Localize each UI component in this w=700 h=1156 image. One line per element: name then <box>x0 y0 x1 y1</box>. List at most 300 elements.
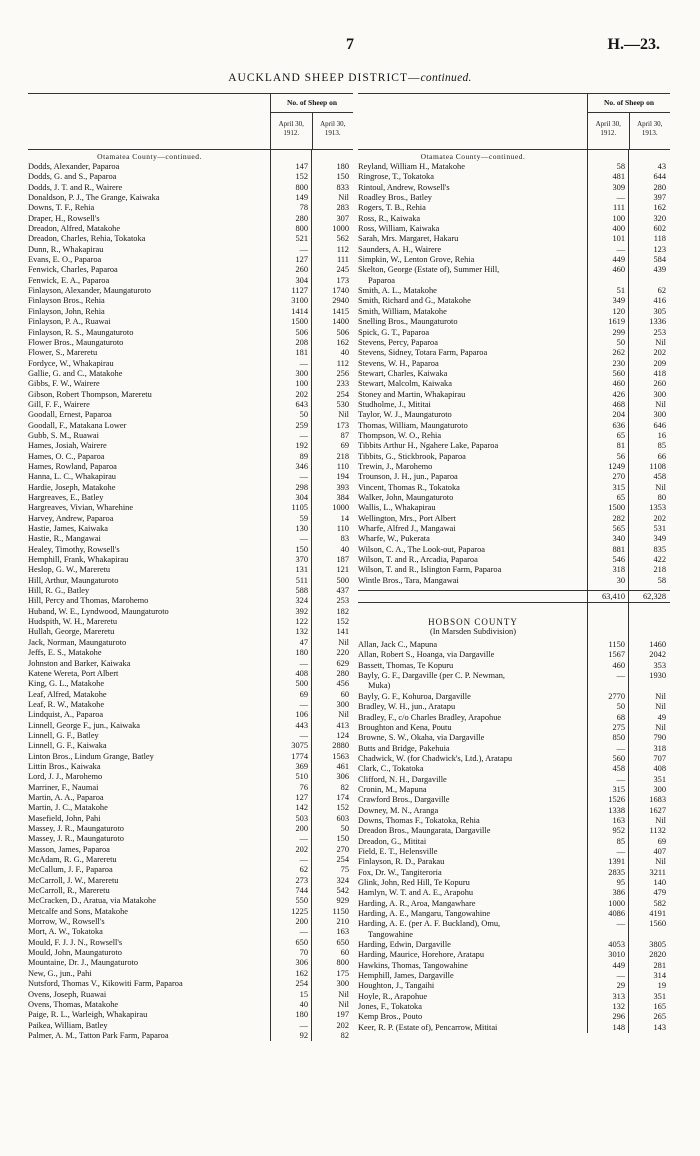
table-row <box>28 596 353 606</box>
sheep-1912: 1414 <box>291 306 308 316</box>
sheep-1912: 81 <box>616 441 625 451</box>
owner-name: Skelton, George (Estate of), Summer Hill, <box>358 265 500 275</box>
sheep-1912: 100 <box>295 379 308 389</box>
owner-name: Hawkins, Thomas, Tangowahine <box>358 960 468 970</box>
sheep-1913: 1353 <box>649 503 666 513</box>
sheep-1912: 111 <box>613 203 625 213</box>
sheep-1912: 259 <box>295 420 308 430</box>
sheep-1912: 254 <box>295 979 308 989</box>
sheep-1912: 1567 <box>608 650 625 660</box>
sheep-1913: Nil <box>338 989 349 999</box>
sheep-1913: 835 <box>653 544 666 554</box>
table-row <box>28 400 353 410</box>
owner-name: Kemp Bros., Pouto <box>358 1012 423 1022</box>
owner-name: Downs, Thomas F., Tokatoka, Rehia <box>358 815 480 825</box>
sheep-1912: 163 <box>612 815 625 825</box>
table-row <box>358 930 670 940</box>
owner-name: Allan, Robert S., Hoanga, via Dargaville <box>358 650 495 660</box>
owner-name: Houghton, J., Tangaihi <box>358 981 435 991</box>
table-row <box>358 555 670 565</box>
sheep-1913: 530 <box>336 399 349 409</box>
table-row <box>358 348 670 358</box>
sheep-1913: 40 <box>340 348 349 358</box>
sheep-1913: 506 <box>336 327 349 337</box>
section-heading: Otamatea County—continued. <box>97 152 202 161</box>
sheep-1912: 120 <box>612 306 625 316</box>
total-1912: 63,410 <box>601 592 625 602</box>
sheep-1912: — <box>299 699 308 709</box>
total-1913: 62,328 <box>642 592 666 602</box>
sheep-1912: 468 <box>612 399 625 409</box>
sheep-1912: 306 <box>295 958 308 968</box>
sheep-1913: 602 <box>653 224 666 234</box>
owner-name: Stevens, Percy, Paparoa <box>358 337 438 347</box>
table-row <box>358 545 670 555</box>
table-row <box>28 783 353 793</box>
sheep-1913: 707 <box>653 753 666 763</box>
sheep-1913: 562 <box>336 234 349 244</box>
sheep-1913: 69 <box>657 836 666 846</box>
table-row <box>358 961 670 971</box>
left-table-body <box>28 150 353 1041</box>
sheep-1913: 2880 <box>332 741 349 751</box>
owner-name: Littin Bros., Kaiwaka <box>28 761 101 771</box>
sheep-1912: 130 <box>295 524 308 534</box>
sheep-1912: 1150 <box>608 640 625 650</box>
owner-name: Stewart, Malcolm, Kaiwaka <box>358 379 452 389</box>
owner-name: Dodds, J. T. and R., Wairere <box>28 182 123 192</box>
sheep-1912: 1225 <box>291 906 308 916</box>
owner-name: Dodds, G. and S., Paparoa <box>28 172 117 182</box>
sheep-1912: 340 <box>612 534 625 544</box>
sheep-1913: 62 <box>657 286 666 296</box>
owner-name: Bayly, G. F., Dargaville (per C. P. Newman, <box>358 671 506 681</box>
owner-name: Wilson, C. A., The Look-out, Paparoa <box>358 544 485 554</box>
table-row <box>28 855 353 865</box>
sheep-1913: 324 <box>336 875 349 885</box>
owner-name: Hill, R. G., Batley <box>28 586 90 596</box>
owner-name: Finlayson, R. D., Parakau <box>358 857 445 867</box>
sheep-1913: Nil <box>655 337 666 347</box>
sheep-count-header: No. of Sheep on <box>588 94 670 113</box>
table-row <box>358 744 670 754</box>
table-row <box>28 162 353 172</box>
owner-name: Hemphill, Frank, Whakapirau <box>28 555 129 565</box>
sheep-1912: — <box>616 743 625 753</box>
sheep-1912: 560 <box>612 753 625 763</box>
owner-name: Masson, James, Paparoa <box>28 844 110 854</box>
table-row <box>358 681 670 691</box>
sheep-1913: 173 <box>336 420 349 430</box>
sheep-1912: 2770 <box>608 691 625 701</box>
table-row <box>28 927 353 937</box>
sheep-1912: 304 <box>295 275 308 285</box>
owner-name: Stevens, Sidney, Totara Farm, Paparoa <box>358 348 488 358</box>
owner-name: Gibson, Robert Thompson, Mareretu <box>28 389 152 399</box>
owner-name: Masefield, John, Pahi <box>28 813 101 823</box>
sheep-1913: 162 <box>653 203 666 213</box>
sheep-1912: 588 <box>295 586 308 596</box>
sheep-1912: 400 <box>612 224 625 234</box>
owner-name: McCallum, J. F., Paparoa <box>28 865 113 875</box>
sheep-1912: — <box>299 1020 308 1030</box>
owner-name: Spick, G. T., Paparoa <box>358 327 430 337</box>
table-row <box>358 837 670 847</box>
sheep-1913: 3805 <box>649 940 666 950</box>
sheep-1912: 162 <box>295 968 308 978</box>
sheep-1912: — <box>616 671 625 681</box>
owner-name: Ovens, Thomas, Matakohe <box>28 999 119 1009</box>
sheep-1913: 307 <box>336 213 349 223</box>
table-row <box>28 752 353 762</box>
table-row <box>358 534 670 544</box>
sheep-1913: 218 <box>653 565 666 575</box>
sheep-1913: 254 <box>336 855 349 865</box>
table-row <box>28 958 353 968</box>
sheep-1913: Nil <box>338 410 349 420</box>
sheep-1913: 58 <box>657 575 666 585</box>
owner-name: Jeffs, E. S., Matakohe <box>28 648 102 658</box>
table-row <box>358 650 670 660</box>
sheep-1913: 306 <box>336 772 349 782</box>
sheep-1912: — <box>299 534 308 544</box>
owner-name: Ovens, Joseph, Ruawai <box>28 989 107 999</box>
owner-name: Gubb, S. M., Ruawai <box>28 430 99 440</box>
sheep-1913: 283 <box>336 203 349 213</box>
table-row <box>28 669 353 679</box>
table-row <box>358 702 670 712</box>
sheep-1912: — <box>616 846 625 856</box>
table-row <box>28 969 353 979</box>
owner-name: Wallis, L., Whakapirau <box>358 503 436 513</box>
owner-name: Hames, O. C., Paparoa <box>28 451 105 461</box>
owner-name: Broughton and Kena, Poutu <box>358 722 452 732</box>
sheep-1913: 349 <box>653 534 666 544</box>
sheep-1913: Nil <box>655 857 666 867</box>
sheep-1913: 111 <box>337 255 349 265</box>
table-row <box>358 661 670 671</box>
sheep-1912: 148 <box>612 1022 625 1032</box>
sheep-1913: 644 <box>653 172 666 182</box>
table-row <box>28 834 353 844</box>
table-row <box>28 648 353 658</box>
owner-name: Wharfe, W., Pukerata <box>358 534 430 544</box>
sheep-1913: 141 <box>336 627 349 637</box>
sheep-1912: 309 <box>612 182 625 192</box>
owner-name: Wintle Bros., Tara, Mangawai <box>358 575 459 585</box>
owner-name: Rintoul, Andrew, Rowsell's <box>358 182 450 192</box>
sheep-1913: 280 <box>336 668 349 678</box>
owner-name: Paikea, William, Batley <box>28 1020 108 1030</box>
sheep-1913: 1930 <box>649 671 666 681</box>
owner-name: Massey, J. R., Maungaturoto <box>28 834 124 844</box>
owner-name: Fenwick, E. A., Paparoa <box>28 275 110 285</box>
sheep-1913: 320 <box>653 213 666 223</box>
table-row <box>28 1010 353 1020</box>
table-row <box>28 741 353 751</box>
sheep-1912: — <box>616 193 625 203</box>
owner-name: Leaf, Alfred, Matakohe <box>28 689 107 699</box>
owner-name: Flower, S., Mareretu <box>28 348 98 358</box>
table-row <box>358 909 670 919</box>
sheep-1912: 192 <box>295 441 308 451</box>
sheep-1912: — <box>299 472 308 482</box>
table-row <box>358 671 670 681</box>
owner-name: Hill, Percy and Thomas, Marohemo <box>28 596 149 606</box>
sheep-1912: 69 <box>299 689 308 699</box>
table-row <box>28 183 353 193</box>
sheep-1913: 1683 <box>649 795 666 805</box>
table-row <box>28 296 353 306</box>
sheep-1913: 300 <box>336 979 349 989</box>
table-row <box>358 524 670 534</box>
owner-name: Mould, F. J. J. N., Rowsell's <box>28 937 123 947</box>
hobson-county-heading: HOBSON COUNTY <box>428 617 518 628</box>
sheep-1912: 147 <box>295 162 308 171</box>
table-row <box>28 317 353 327</box>
table-row <box>358 940 670 950</box>
table-row <box>28 793 353 803</box>
sheep-1913: 3211 <box>649 867 666 877</box>
sheep-1912: 50 <box>616 702 625 712</box>
owner-name: Finlayson, John, Rehia <box>28 306 105 316</box>
owner-name: Ringrose, T., Tokatoka <box>358 172 434 182</box>
sheep-1913: 50 <box>340 824 349 833</box>
sheep-1913: 245 <box>336 265 349 275</box>
sheep-1912: 392 <box>295 606 308 616</box>
sheep-1913: 800 <box>336 958 349 968</box>
sheep-1912: 208 <box>295 337 308 347</box>
sheep-1912 <box>588 681 629 691</box>
sheep-1912: 85 <box>616 836 625 846</box>
owner-name: Hudspith, W. H., Mareretu <box>28 617 118 627</box>
sheep-1913: Nil <box>655 815 666 825</box>
sheep-1913: 163 <box>336 927 349 937</box>
sheep-1912: 952 <box>612 826 625 836</box>
table-row <box>28 907 353 917</box>
owner-name: Dreadon, Alfred, Matakohe <box>28 224 121 234</box>
table-row <box>358 183 670 193</box>
sheep-1912: — <box>299 730 308 740</box>
owner-name: Fox, Dr. W., Tangiteroria <box>358 867 442 877</box>
table-row <box>28 359 353 369</box>
sheep-1912: 3010 <box>608 950 625 960</box>
sheep-1912: 460 <box>612 265 625 275</box>
sheep-1913: 19 <box>657 981 666 991</box>
sheep-1913: 790 <box>653 733 666 743</box>
table-row <box>28 203 353 213</box>
sheep-1912: 50 <box>616 337 625 347</box>
sheep-1912: 1391 <box>608 857 625 867</box>
table-row <box>358 981 670 991</box>
owner-name: Butts and Bridge, Pakehuia <box>358 743 450 753</box>
table-row <box>28 659 353 669</box>
sheep-1913: 300 <box>653 784 666 794</box>
sheep-1913: 281 <box>653 960 666 970</box>
owner-name: Downey, M. N., Aranga <box>358 805 439 815</box>
sheep-1912: 202 <box>295 389 308 399</box>
sheep-1912: 315 <box>612 784 625 794</box>
owner-name: Hames, Josiah, Wairere <box>28 441 107 451</box>
table-row <box>358 565 670 575</box>
owner-name: Nutsford, Thomas V., Kikowiti Farm, Paparoa <box>28 979 183 989</box>
table-row <box>358 888 670 898</box>
sheep-1913: 629 <box>336 658 349 668</box>
sheep-1913: 2940 <box>332 296 349 306</box>
owner-name: Gill, F. F., Wairere <box>28 399 90 409</box>
sheep-1912: 260 <box>295 265 308 275</box>
sheep-1912: 78 <box>299 203 308 213</box>
owner-name: Jack, Norman, Maungaturoto <box>28 637 127 647</box>
table-row <box>358 899 670 909</box>
table-row <box>358 754 670 764</box>
sheep-1913: 150 <box>336 172 349 182</box>
sheep-1912: 230 <box>612 358 625 368</box>
sheep-1912: — <box>616 774 625 784</box>
right-table-body <box>358 150 670 1033</box>
sheep-1913: 85 <box>657 441 666 451</box>
table-row <box>358 950 670 960</box>
owner-name: McCarroll, R., Mareretu <box>28 886 110 896</box>
sheep-1913: 75 <box>340 865 349 875</box>
owner-name: Healey, Timothy, Rowsell's <box>28 544 120 554</box>
sheep-1913: 439 <box>653 265 666 275</box>
sheep-1913: 210 <box>336 917 349 927</box>
table-row <box>28 948 353 958</box>
owner-name: Hastie, R., Mangawai <box>28 534 101 544</box>
sheep-1912: 318 <box>612 565 625 575</box>
sheep-1913: 43 <box>657 162 666 171</box>
table-row <box>28 328 353 338</box>
sheep-1912: 62 <box>299 865 308 875</box>
owner-name: Dunn, R., Whakapirau <box>28 244 104 254</box>
table-row <box>358 245 670 255</box>
owner-name: Harding, A. E., Mangaru, Tangowahine <box>358 909 491 919</box>
table-row <box>358 286 670 296</box>
sheep-1912: 510 <box>295 772 308 782</box>
sheep-1913: 173 <box>336 275 349 285</box>
sheep-1912: 92 <box>299 1030 308 1040</box>
sheep-1912: 1500 <box>608 503 625 513</box>
table-row <box>358 410 670 420</box>
table-row <box>358 775 670 785</box>
owner-name: Martin, J. C., Matakohe <box>28 803 108 813</box>
page-title <box>0 72 700 84</box>
sheep-1912: 89 <box>299 451 308 461</box>
title-continued: continued. <box>420 72 472 84</box>
sheep-1912: — <box>299 358 308 368</box>
table-row <box>28 369 353 379</box>
owner-name: Palmer, A. M., Tatton Park Farm, Paparoa <box>28 1030 169 1040</box>
sheep-1912: 181 <box>295 348 308 358</box>
sheep-1913: 112 <box>336 244 349 254</box>
owner-name: New, G., jun., Pahi <box>28 968 92 978</box>
table-row <box>28 1031 353 1041</box>
sheep-1913: 218 <box>336 451 349 461</box>
table-row <box>358 276 670 286</box>
owner-name: Linton Bros., Lindum Grange, Batley <box>28 751 154 761</box>
owner-name: Lord, J. J., Marohemo <box>28 772 103 782</box>
table-row <box>28 421 353 431</box>
sheep-1912: 1619 <box>608 317 625 327</box>
sheep-1912: 506 <box>295 327 308 337</box>
table-row <box>358 576 670 586</box>
sheep-1912: 76 <box>299 782 308 792</box>
sheep-1913: 256 <box>336 368 349 378</box>
owner-name: Crawford Bros., Dargaville <box>358 795 450 805</box>
sheep-1913: 260 <box>653 379 666 389</box>
table-row <box>28 493 353 503</box>
table-row <box>358 868 670 878</box>
sheep-1912: 127 <box>295 255 308 265</box>
table-row <box>358 472 670 482</box>
owner-name: Leaf, R. W., Matakohe <box>28 699 105 709</box>
owner-name: Wellington, Mrs., Port Albert <box>358 513 456 523</box>
sheep-1912: 800 <box>295 224 308 234</box>
table-row <box>28 576 353 586</box>
page-header <box>0 36 700 56</box>
owner-name: Mountaine, Dr. J., Maungaturoto <box>28 958 139 968</box>
sheep-1913: 165 <box>653 1002 666 1012</box>
owner-name: Tangowahine <box>368 929 413 939</box>
table-row <box>28 524 353 534</box>
owner-name: Vincent, Thomas R., Tokatoka <box>358 482 460 492</box>
paper-reference: H.—23. <box>607 36 660 53</box>
sheep-1912: 449 <box>612 255 625 265</box>
sheep-1913: 351 <box>653 991 666 1001</box>
owner-name: Glink, John, Red Hill, Te Kopuru <box>358 878 470 887</box>
sheep-1913: 270 <box>336 844 349 854</box>
table-row <box>28 348 353 358</box>
sheep-1913: 121 <box>336 565 349 575</box>
sheep-1913: 124 <box>336 730 349 740</box>
table-row <box>358 514 670 524</box>
sheep-1912: 3100 <box>291 296 308 306</box>
table-row <box>28 245 353 255</box>
sheep-1913: 16 <box>657 430 666 440</box>
table-row <box>28 193 353 203</box>
owner-name: Hargreaves, Vivian, Wharehine <box>28 503 134 513</box>
sheep-1913: 110 <box>336 524 349 534</box>
sheep-1913: 1150 <box>332 906 349 916</box>
sheep-1912: 51 <box>616 286 625 296</box>
table-row <box>358 421 670 431</box>
owner-name: Reyland, William H., Matakohe <box>358 162 465 171</box>
sheep-1912: 270 <box>612 472 625 482</box>
total-label-spacer <box>358 591 588 602</box>
owner-name: Goodall, F., Matakana Lower <box>28 420 127 430</box>
sheep-1912: — <box>616 971 625 981</box>
table-row <box>28 545 353 555</box>
table-row <box>358 919 670 929</box>
sheep-1912: — <box>616 919 625 929</box>
owner-name: Wilson, T. and R., Arcadia, Paparoa <box>358 555 478 565</box>
sheep-1912: 315 <box>612 482 625 492</box>
sheep-1912: 29 <box>616 981 625 991</box>
sheep-1913: 353 <box>653 660 666 670</box>
owner-name: Hanna, L. C., Whakapirau <box>28 472 116 482</box>
sheep-1913: 175 <box>336 968 349 978</box>
owner-name: Studholme, J., Mititai <box>358 399 431 409</box>
owner-name: Walker, John, Maungaturoto <box>358 493 454 502</box>
col-1912-header: April 30, 1912. <box>278 120 304 137</box>
table-row <box>358 441 670 451</box>
table-row <box>28 617 353 627</box>
table-row <box>358 971 670 981</box>
table-row <box>28 534 353 544</box>
sheep-1913: 83 <box>340 534 349 544</box>
owner-name: Lindquist, A., Paparoa <box>28 710 104 720</box>
